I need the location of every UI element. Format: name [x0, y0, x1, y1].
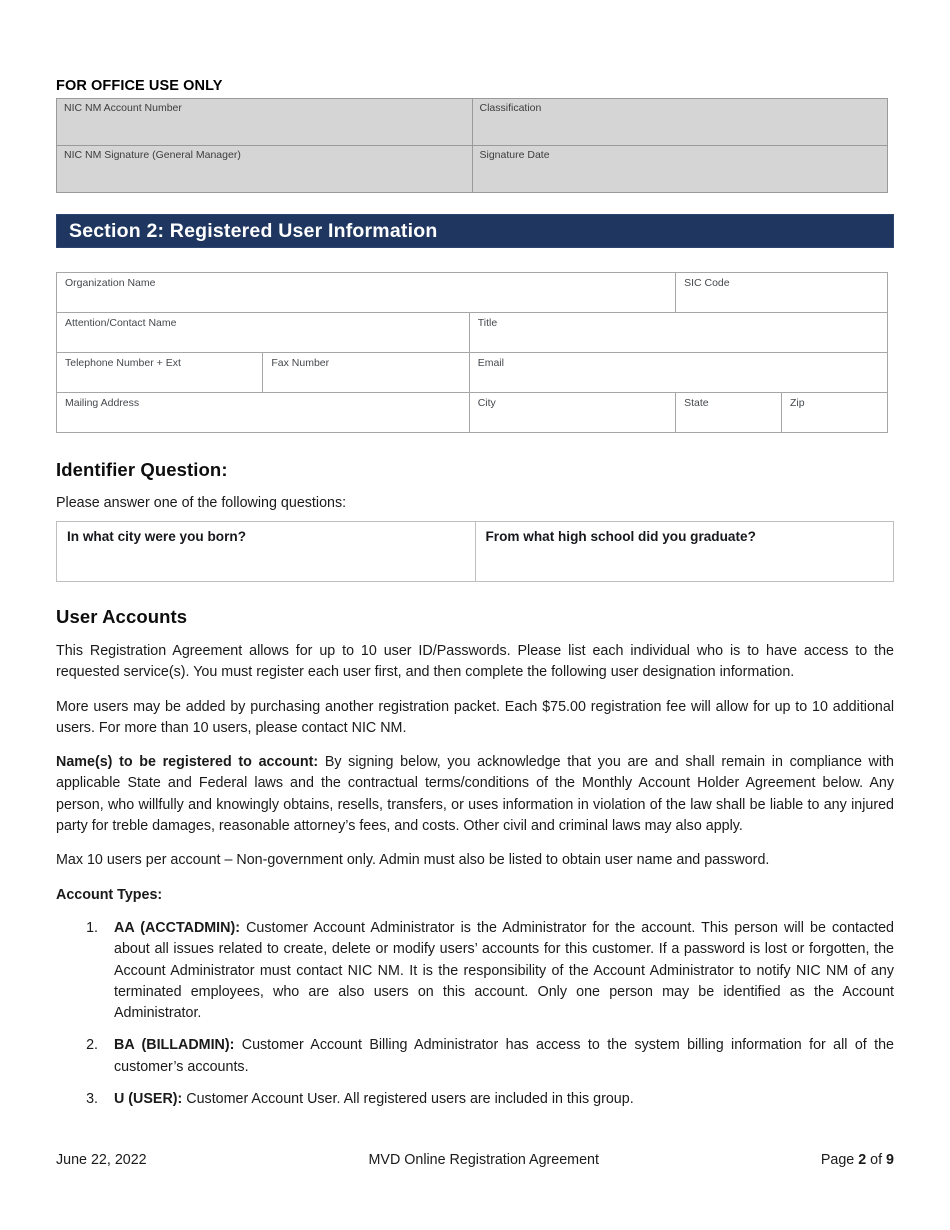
user-accounts-paragraph-1: This Registration Agreement allows for up to 10 user ID/Passwords. Please list each individual who is to have access to the requested service(s). You must register each user first, and then complete the following user designation information.: [56, 643, 894, 681]
table-row: [57, 99, 888, 146]
field-attention-contact-name[interactable]: Attention/Contact Name: [57, 313, 470, 353]
list-item: [102, 918, 894, 1024]
field-classification[interactable]: Classification: [472, 99, 888, 146]
account-type-description: Customer Account Administrator is the Administrator for the account. This person will be contacted about all issues related to create, delete or modify users’ accounts for this customer. If a password is lost or forgotten, the Account Administrator must contact NIC NM. It is the responsibility of the Account Administrator to notify NIC NM of any terminated employees, who are also users on this account. Only one person may be identified as the Account Administrator.: [114, 919, 894, 1022]
field-sic-code[interactable]: SIC Code: [676, 273, 888, 313]
account-type-term: AA (ACCTADMIN):: [114, 919, 240, 936]
field-organization-name[interactable]: Organization Name: [57, 273, 676, 313]
office-use-title: FOR OFFICE USE ONLY: [56, 78, 223, 94]
field-title[interactable]: Title: [469, 313, 887, 353]
field-mailing-address[interactable]: Mailing Address: [57, 393, 470, 433]
field-fax-number[interactable]: Fax Number: [263, 353, 469, 393]
account-types-list: [56, 918, 894, 1110]
account-types-label-text: Account Types:: [56, 886, 163, 903]
table-row: [57, 273, 888, 313]
table-row: [57, 353, 888, 393]
identifier-question-2[interactable]: From what high school did you graduate?: [475, 522, 894, 582]
field-nic-account-number[interactable]: NIC NM Account Number: [57, 99, 473, 146]
list-item: [102, 1089, 894, 1110]
section-2-title: Section 2: Registered User Information: [69, 219, 438, 242]
account-type-term: BA (BILLADMIN):: [114, 1037, 235, 1054]
table-row: [57, 393, 888, 433]
page-footer: [56, 1152, 894, 1168]
identifier-question-table: [56, 521, 894, 582]
footer-total-pages: 9: [886, 1152, 894, 1168]
user-accounts-heading: User Accounts: [56, 606, 188, 627]
user-accounts-paragraph-2: More users may be added by purchasing another registration packet. Each $75.00 registration fee will allow for up to 10 additional users. For more than 10 users, please contact NIC NM.: [56, 698, 894, 736]
names-to-be-registered-body: By signing below, you acknowledge that you are and shall remain in compliance with applicable State and Federal laws and the contractual terms/conditions of the Monthly Account Holder Agreement below. Any person, who willfully and knowingly obtains, resells, transfers, or uses information in violation of the law shall be liable to any injured party for treble damages, reasonable attorney’s fees, and costs. Other civil and criminal laws may also apply.: [56, 754, 894, 835]
list-item: [102, 1035, 894, 1078]
footer-current-page: 2: [858, 1152, 867, 1168]
field-signature-date[interactable]: Signature Date: [472, 146, 888, 193]
names-to-be-registered-label: Name(s) to be registered to account:: [56, 754, 319, 771]
account-type-description: Customer Account User. All registered users are included in this group.: [182, 1091, 634, 1108]
names-to-be-registered-paragraph: [56, 752, 894, 837]
table-row: [57, 313, 888, 353]
field-telephone[interactable]: Telephone Number + Ext: [57, 353, 263, 393]
identifier-instruction: Please answer one of the following questions:: [56, 495, 347, 511]
page-content: [56, 0, 894, 1110]
field-zip[interactable]: Zip: [782, 393, 888, 433]
footer-page-number: [821, 1152, 894, 1168]
footer-page-prefix: Page: [820, 1152, 859, 1168]
account-type-term: U (USER):: [114, 1091, 183, 1108]
footer-document-title: MVD Online Registration Agreement: [368, 1152, 599, 1168]
field-email[interactable]: Email: [469, 353, 887, 393]
footer-date: June 22, 2022: [56, 1152, 147, 1168]
office-use-table: [56, 98, 888, 193]
table-row: [57, 146, 888, 193]
field-city[interactable]: City: [469, 393, 675, 433]
account-types-label: [56, 885, 894, 906]
section-2-banner: [56, 214, 894, 248]
max-users-note: Max 10 users per account – Non-government only. Admin must also be listed to obtain user name and password.: [56, 852, 770, 869]
footer-page-of: of: [866, 1152, 887, 1168]
account-type-description: Customer Account Billing Administrator has access to the system billing information for all of the customer’s accounts.: [114, 1037, 894, 1075]
identifier-question-1[interactable]: In what city were you born?: [57, 522, 476, 582]
field-nic-signature[interactable]: NIC NM Signature (General Manager): [57, 146, 473, 193]
field-state[interactable]: State: [676, 393, 782, 433]
registered-user-info-table: [56, 272, 888, 433]
table-row: [57, 522, 894, 582]
identifier-question-heading: Identifier Question:: [56, 459, 228, 480]
